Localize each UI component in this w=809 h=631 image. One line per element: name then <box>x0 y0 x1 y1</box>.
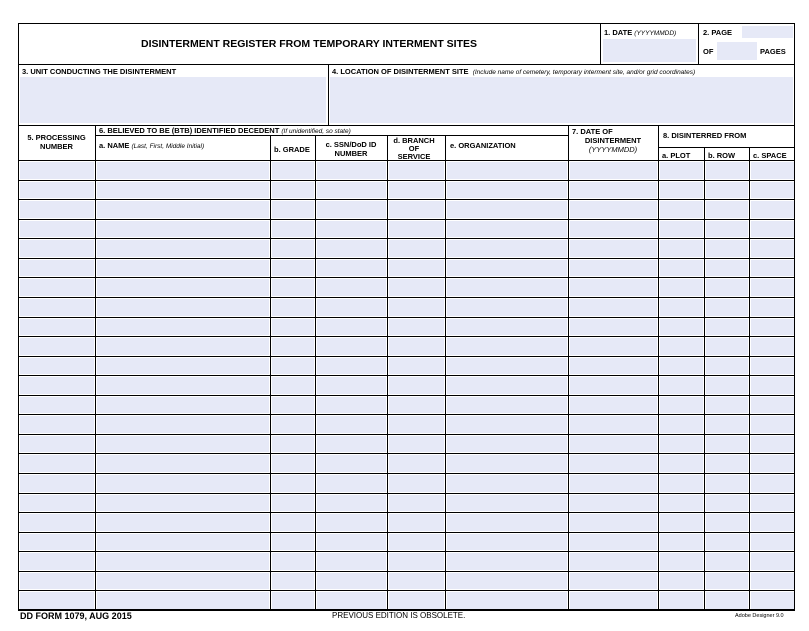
table-cell-organization[interactable] <box>447 495 567 511</box>
table-cell-branch[interactable] <box>389 260 444 276</box>
col-btb-decedent: 6. BELIEVED TO BE (BTB) IDENTIFIED DECEDENT (If unidentified, so state) <box>99 126 351 135</box>
table-cell-space[interactable] <box>751 455 794 472</box>
table-cell-name[interactable] <box>97 495 269 511</box>
table-cell-row[interactable] <box>706 338 748 355</box>
divider <box>95 125 96 610</box>
location-label: 4. LOCATION OF DISINTERMENT SITE (Include name of cemetery, temporary interment site, and/or grid coordinates) <box>332 67 696 76</box>
unit-field[interactable] <box>20 77 326 123</box>
table-cell-grade[interactable] <box>272 397 314 413</box>
table-cell-row[interactable] <box>706 201 748 218</box>
table-cell-ssn[interactable] <box>317 182 386 198</box>
table-cell-grade[interactable] <box>272 221 314 237</box>
page-total-field[interactable] <box>717 42 757 60</box>
table-cell-branch[interactable] <box>389 240 444 257</box>
table-cell-date[interactable] <box>570 436 657 452</box>
table-cell-space[interactable] <box>751 573 794 589</box>
obsolete-notice: PREVIOUS EDITION IS OBSOLETE. <box>332 611 466 620</box>
table-cell-processing-number[interactable] <box>20 221 94 237</box>
table-cell-grade[interactable] <box>272 260 314 276</box>
table-cell-plot[interactable] <box>660 299 703 316</box>
divider <box>387 135 388 610</box>
table-cell-branch[interactable] <box>389 534 444 550</box>
table-cell-plot[interactable] <box>660 592 703 609</box>
table-cell-branch[interactable] <box>389 338 444 355</box>
table-row-divider <box>18 375 795 376</box>
table-cell-grade[interactable] <box>272 358 314 374</box>
table-cell-row[interactable] <box>706 534 748 550</box>
table-row-divider <box>18 473 795 474</box>
table-cell-ssn[interactable] <box>317 377 386 394</box>
table-cell-ssn[interactable] <box>317 221 386 237</box>
table-cell-space[interactable] <box>751 240 794 257</box>
table-cell-branch[interactable] <box>389 416 444 433</box>
form-title: DISINTERMENT REGISTER FROM TEMPORARY INTERMENT SITES <box>140 38 477 50</box>
table-cell-row[interactable] <box>706 377 748 394</box>
table-cell-processing-number[interactable] <box>20 279 94 296</box>
table-cell-plot[interactable] <box>660 358 703 374</box>
table-cell-row[interactable] <box>706 279 748 296</box>
table-cell-name[interactable] <box>97 436 269 452</box>
table-cell-name[interactable] <box>97 573 269 589</box>
table-row-divider <box>18 356 795 357</box>
table-cell-space[interactable] <box>751 319 794 335</box>
table-cell-date[interactable] <box>570 221 657 237</box>
table-cell-ssn[interactable] <box>317 338 386 355</box>
table-cell-name[interactable] <box>97 397 269 413</box>
table-cell-processing-number[interactable] <box>20 592 94 609</box>
col-branch: d. BRANCH OF SERVICE <box>393 136 435 161</box>
table-cell-organization[interactable] <box>447 416 567 433</box>
table-cell-space[interactable] <box>751 358 794 374</box>
table-cell-name[interactable] <box>97 455 269 472</box>
table-cell-branch[interactable] <box>389 553 444 570</box>
page-of-label: OF <box>703 47 714 56</box>
table-cell-plot[interactable] <box>660 260 703 276</box>
table-cell-processing-number[interactable] <box>20 240 94 257</box>
table-cell-grade[interactable] <box>272 338 314 355</box>
table-cell-row[interactable] <box>706 299 748 316</box>
date-label: 1. DATE (YYYYMMDD) <box>604 28 677 37</box>
table-cell-row[interactable] <box>706 260 748 276</box>
table-cell-name[interactable] <box>97 260 269 276</box>
table-cell-ssn[interactable] <box>317 240 386 257</box>
table-row-divider <box>18 258 795 259</box>
table-cell-grade[interactable] <box>272 416 314 433</box>
table-cell-branch[interactable] <box>389 182 444 198</box>
table-cell-plot[interactable] <box>660 240 703 257</box>
table-cell-branch[interactable] <box>389 475 444 492</box>
table-cell-plot[interactable] <box>660 397 703 413</box>
table-cell-plot[interactable] <box>660 201 703 218</box>
divider <box>698 23 699 64</box>
table-cell-organization[interactable] <box>447 319 567 335</box>
table-cell-plot[interactable] <box>660 279 703 296</box>
table-cell-branch[interactable] <box>389 495 444 511</box>
table-cell-grade[interactable] <box>272 319 314 335</box>
table-cell-ssn[interactable] <box>317 592 386 609</box>
table-cell-space[interactable] <box>751 279 794 296</box>
table-row-divider <box>18 590 795 591</box>
table-cell-space[interactable] <box>751 436 794 452</box>
table-cell-name[interactable] <box>97 416 269 433</box>
table-cell-name[interactable] <box>97 514 269 531</box>
table-cell-date[interactable] <box>570 592 657 609</box>
table-cell-plot[interactable] <box>660 573 703 589</box>
table-cell-space[interactable] <box>751 592 794 609</box>
table-cell-branch[interactable] <box>389 279 444 296</box>
table-cell-grade[interactable] <box>272 299 314 316</box>
table-cell-processing-number[interactable] <box>20 358 94 374</box>
table-row-divider <box>18 571 795 572</box>
table-cell-organization[interactable] <box>447 592 567 609</box>
table-cell-plot[interactable] <box>660 221 703 237</box>
table-cell-row[interactable] <box>706 592 748 609</box>
table-cell-plot[interactable] <box>660 475 703 492</box>
table-cell-date[interactable] <box>570 162 657 179</box>
table-cell-space[interactable] <box>751 162 794 179</box>
table-cell-grade[interactable] <box>272 455 314 472</box>
table-row-divider <box>18 277 795 278</box>
table-cell-space[interactable] <box>751 201 794 218</box>
table-cell-ssn[interactable] <box>317 162 386 179</box>
table-cell-date[interactable] <box>570 495 657 511</box>
table-cell-ssn[interactable] <box>317 319 386 335</box>
table-cell-space[interactable] <box>751 182 794 198</box>
table-cell-date[interactable] <box>570 240 657 257</box>
table-row-divider <box>18 414 795 415</box>
table-row-divider <box>18 493 795 494</box>
table-cell-grade[interactable] <box>272 475 314 492</box>
table-cell-date[interactable] <box>570 299 657 316</box>
col-date-disinterment: 7. DATE OF DISINTERMENT (YYYYMMDD) <box>572 127 642 154</box>
table-cell-ssn[interactable] <box>317 553 386 570</box>
table-cell-ssn[interactable] <box>317 534 386 550</box>
table-cell-ssn[interactable] <box>317 416 386 433</box>
table-cell-processing-number[interactable] <box>20 182 94 198</box>
table-cell-row[interactable] <box>706 573 748 589</box>
col-name: a. NAME (Last, First, Middle Initial) <box>99 141 205 150</box>
table-cell-ssn[interactable] <box>317 397 386 413</box>
unit-label: 3. UNIT CONDUCTING THE DISINTERMENT <box>22 67 177 76</box>
table-cell-plot[interactable] <box>660 182 703 198</box>
table-row-divider <box>18 297 795 298</box>
table-cell-name[interactable] <box>97 279 269 296</box>
divider <box>95 135 568 136</box>
table-cell-date[interactable] <box>570 416 657 433</box>
pages-label: PAGES <box>760 47 786 56</box>
table-cell-branch[interactable] <box>389 319 444 335</box>
table-row-divider <box>18 180 795 181</box>
table-cell-ssn[interactable] <box>317 436 386 452</box>
table-cell-name[interactable] <box>97 553 269 570</box>
table-cell-grade[interactable] <box>272 201 314 218</box>
divider <box>749 147 750 610</box>
table-cell-ssn[interactable] <box>317 455 386 472</box>
table-cell-ssn[interactable] <box>317 514 386 531</box>
table-cell-plot[interactable] <box>660 553 703 570</box>
table-cell-plot[interactable] <box>660 162 703 179</box>
table-cell-row[interactable] <box>706 455 748 472</box>
table-row-divider <box>18 160 795 161</box>
table-cell-name[interactable] <box>97 182 269 198</box>
table-cell-ssn[interactable] <box>317 573 386 589</box>
table-cell-ssn[interactable] <box>317 299 386 316</box>
table-cell-organization[interactable] <box>447 338 567 355</box>
table-cell-row[interactable] <box>706 416 748 433</box>
col-grade: b. GRADE <box>274 145 310 154</box>
table-cell-space[interactable] <box>751 397 794 413</box>
table-cell-organization[interactable] <box>447 279 567 296</box>
table-cell-processing-number[interactable] <box>20 436 94 452</box>
table-cell-processing-number[interactable] <box>20 299 94 316</box>
col-space: c. SPACE <box>753 151 787 160</box>
table-cell-grade[interactable] <box>272 162 314 179</box>
table-cell-branch[interactable] <box>389 221 444 237</box>
table-cell-plot[interactable] <box>660 338 703 355</box>
table-cell-branch[interactable] <box>389 455 444 472</box>
table-cell-ssn[interactable] <box>317 260 386 276</box>
table-cell-grade[interactable] <box>272 514 314 531</box>
table-cell-date[interactable] <box>570 182 657 198</box>
table-cell-date[interactable] <box>570 573 657 589</box>
table-cell-space[interactable] <box>751 299 794 316</box>
table-cell-branch[interactable] <box>389 358 444 374</box>
table-cell-row[interactable] <box>706 436 748 452</box>
divider <box>658 125 659 610</box>
table-cell-ssn[interactable] <box>317 495 386 511</box>
table-cell-ssn[interactable] <box>317 201 386 218</box>
table-row-divider <box>18 512 795 513</box>
table-cell-grade[interactable] <box>272 495 314 511</box>
table-cell-processing-number[interactable] <box>20 397 94 413</box>
table-cell-processing-number[interactable] <box>20 162 94 179</box>
table-row-divider <box>18 532 795 533</box>
table-cell-organization[interactable] <box>447 299 567 316</box>
table-cell-name[interactable] <box>97 201 269 218</box>
table-row-divider <box>18 336 795 337</box>
table-cell-branch[interactable] <box>389 592 444 609</box>
table-cell-space[interactable] <box>751 377 794 394</box>
table-cell-organization[interactable] <box>447 162 567 179</box>
table-cell-name[interactable] <box>97 592 269 609</box>
table-cell-ssn[interactable] <box>317 358 386 374</box>
page-label: 2. PAGE <box>703 28 733 37</box>
table-cell-space[interactable] <box>751 416 794 433</box>
table-cell-date[interactable] <box>570 201 657 218</box>
table-cell-organization[interactable] <box>447 260 567 276</box>
table-cell-branch[interactable] <box>389 201 444 218</box>
table-cell-organization[interactable] <box>447 358 567 374</box>
table-cell-processing-number[interactable] <box>20 455 94 472</box>
table-cell-processing-number[interactable] <box>20 514 94 531</box>
table-row-divider <box>18 434 795 435</box>
table-row-divider <box>18 551 795 552</box>
table-cell-row[interactable] <box>706 162 748 179</box>
table-cell-organization[interactable] <box>447 436 567 452</box>
table-cell-grade[interactable] <box>272 436 314 452</box>
col-ssn: c. SSN/DoD ID NUMBER <box>325 140 377 158</box>
table-cell-grade[interactable] <box>272 377 314 394</box>
table-cell-space[interactable] <box>751 553 794 570</box>
table-cell-grade[interactable] <box>272 279 314 296</box>
table-cell-row[interactable] <box>706 358 748 374</box>
table-cell-name[interactable] <box>97 338 269 355</box>
table-cell-organization[interactable] <box>447 377 567 394</box>
table-cell-plot[interactable] <box>660 495 703 511</box>
table-cell-organization[interactable] <box>447 475 567 492</box>
table-cell-row[interactable] <box>706 240 748 257</box>
col-plot: a. PLOT <box>662 151 691 160</box>
col-row: b. ROW <box>708 151 736 160</box>
table-row-divider <box>18 199 795 200</box>
table-cell-organization[interactable] <box>447 201 567 218</box>
table-cell-organization[interactable] <box>447 573 567 589</box>
table-cell-processing-number[interactable] <box>20 377 94 394</box>
table-cell-branch[interactable] <box>389 514 444 531</box>
table-cell-processing-number[interactable] <box>20 260 94 276</box>
table-cell-name[interactable] <box>97 377 269 394</box>
table-cell-grade[interactable] <box>272 553 314 570</box>
table-cell-row[interactable] <box>706 397 748 413</box>
table-cell-space[interactable] <box>751 534 794 550</box>
table-cell-date[interactable] <box>570 377 657 394</box>
table-cell-branch[interactable] <box>389 397 444 413</box>
divider <box>270 135 271 610</box>
table-cell-date[interactable] <box>570 319 657 335</box>
table-cell-processing-number[interactable] <box>20 573 94 589</box>
divider <box>704 147 705 610</box>
table-cell-branch[interactable] <box>389 436 444 452</box>
table-cell-row[interactable] <box>706 475 748 492</box>
software-credit: Adobe Designer 9.0 <box>735 613 784 619</box>
table-cell-processing-number[interactable] <box>20 495 94 511</box>
divider <box>18 64 795 65</box>
table-cell-date[interactable] <box>570 397 657 413</box>
table-cell-space[interactable] <box>751 475 794 492</box>
location-field[interactable] <box>330 77 793 123</box>
table-cell-date[interactable] <box>570 514 657 531</box>
table-cell-space[interactable] <box>751 260 794 276</box>
table-cell-date[interactable] <box>570 260 657 276</box>
table-cell-space[interactable] <box>751 221 794 237</box>
table-cell-space[interactable] <box>751 338 794 355</box>
table-row-divider <box>18 453 795 454</box>
divider <box>315 135 316 610</box>
table-cell-organization[interactable] <box>447 534 567 550</box>
table-cell-row[interactable] <box>706 182 748 198</box>
form-number: DD FORM 1079, AUG 2015 <box>20 611 132 621</box>
table-row-divider <box>18 219 795 220</box>
table-row-divider <box>18 238 795 239</box>
table-cell-processing-number[interactable] <box>20 319 94 335</box>
col-organization: e. ORGANIZATION <box>450 141 516 150</box>
table-cell-name[interactable] <box>97 534 269 550</box>
table-cell-name[interactable] <box>97 358 269 374</box>
table-cell-row[interactable] <box>706 495 748 511</box>
table-cell-date[interactable] <box>570 358 657 374</box>
divider <box>328 64 329 125</box>
col-disinterred-from: 8. DISINTERRED FROM <box>663 131 747 140</box>
col-processing-number: 5. PROCESSING NUMBER <box>27 133 86 151</box>
table-cell-branch[interactable] <box>389 299 444 316</box>
table-cell-organization[interactable] <box>447 240 567 257</box>
page-number-field[interactable] <box>742 26 793 38</box>
table-cell-grade[interactable] <box>272 573 314 589</box>
table-cell-organization[interactable] <box>447 221 567 237</box>
table-cell-grade[interactable] <box>272 182 314 198</box>
table-cell-plot[interactable] <box>660 534 703 550</box>
table-cell-plot[interactable] <box>660 416 703 433</box>
table-cell-date[interactable] <box>570 338 657 355</box>
table-cell-name[interactable] <box>97 162 269 179</box>
table-cell-row[interactable] <box>706 319 748 335</box>
table-row-divider <box>18 317 795 318</box>
table-cell-space[interactable] <box>751 514 794 531</box>
table-cell-branch[interactable] <box>389 162 444 179</box>
table-cell-plot[interactable] <box>660 514 703 531</box>
table-cell-date[interactable] <box>570 534 657 550</box>
divider <box>658 147 795 148</box>
table-cell-organization[interactable] <box>447 455 567 472</box>
table-cell-name[interactable] <box>97 221 269 237</box>
table-cell-name[interactable] <box>97 475 269 492</box>
table-cell-date[interactable] <box>570 279 657 296</box>
table-cell-plot[interactable] <box>660 377 703 394</box>
table-cell-plot[interactable] <box>660 436 703 452</box>
table-cell-date[interactable] <box>570 475 657 492</box>
table-cell-organization[interactable] <box>447 182 567 198</box>
table-cell-name[interactable] <box>97 319 269 335</box>
table-cell-grade[interactable] <box>272 592 314 609</box>
table-cell-grade[interactable] <box>272 240 314 257</box>
table-cell-organization[interactable] <box>447 514 567 531</box>
table-cell-date[interactable] <box>570 455 657 472</box>
table-cell-organization[interactable] <box>447 397 567 413</box>
table-cell-processing-number[interactable] <box>20 553 94 570</box>
table-cell-organization[interactable] <box>447 553 567 570</box>
table-cell-row[interactable] <box>706 553 748 570</box>
divider <box>568 125 569 610</box>
table-cell-grade[interactable] <box>272 534 314 550</box>
table-cell-processing-number[interactable] <box>20 201 94 218</box>
table-cell-space[interactable] <box>751 495 794 511</box>
table-cell-ssn[interactable] <box>317 475 386 492</box>
table-cell-branch[interactable] <box>389 573 444 589</box>
table-cell-row[interactable] <box>706 514 748 531</box>
table-cell-name[interactable] <box>97 299 269 316</box>
table-cell-name[interactable] <box>97 240 269 257</box>
table-cell-plot[interactable] <box>660 455 703 472</box>
table-cell-processing-number[interactable] <box>20 475 94 492</box>
table-row-divider <box>18 395 795 396</box>
table-cell-branch[interactable] <box>389 377 444 394</box>
table-cell-row[interactable] <box>706 221 748 237</box>
divider <box>445 135 446 610</box>
divider <box>600 23 601 64</box>
table-cell-processing-number[interactable] <box>20 534 94 550</box>
table-cell-processing-number[interactable] <box>20 338 94 355</box>
table-cell-processing-number[interactable] <box>20 416 94 433</box>
date-field[interactable] <box>603 39 696 62</box>
table-cell-date[interactable] <box>570 553 657 570</box>
table-cell-plot[interactable] <box>660 319 703 335</box>
table-cell-ssn[interactable] <box>317 279 386 296</box>
